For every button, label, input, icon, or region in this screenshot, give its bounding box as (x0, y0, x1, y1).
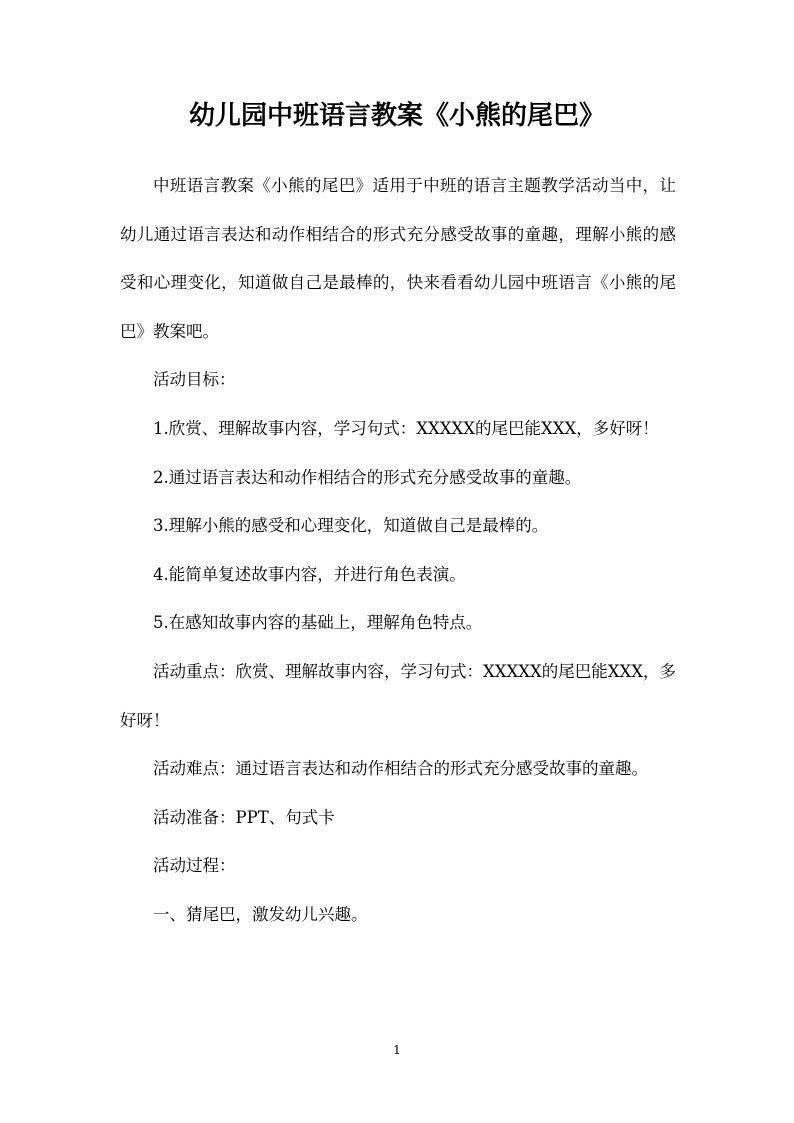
objectives-heading: 活动目标： (153, 370, 236, 390)
preparation-paragraph: 活动准备：PPT、句式卡 (153, 807, 335, 827)
objective-item-3: 3.理解小熊的感受和心理变化，知道做自己是最棒的。 (153, 516, 549, 536)
page-number: 1 (393, 1043, 401, 1057)
intro-paragraph: 中班语言教案《小熊的尾巴》适用于中班的语言主题教学活动当中，让幼儿通过语言表达和动作相结合的形式充分感受故事的童趣，理解小熊的感受和心理变化，知道做自己是最棒的，快来看看幼儿园中班语言《小熊的尾巴》教案吧。 (120, 176, 676, 341)
document-body (120, 162, 676, 940)
difficulty-paragraph: 活动难点：通过语言表达和动作相结合的形式充分感受故事的童趣。 (153, 759, 648, 779)
key-point-paragraph: 活动重点：欣赏、理解故事内容，学习句式：XXXXX的尾巴能XXX，多好呀！ (120, 661, 676, 730)
process-step-1: 一、猜尾巴，激发幼儿兴趣。 (153, 904, 368, 924)
document-title: 幼儿园中班语言教案《小熊的尾巴》 (188, 101, 605, 131)
objective-item-1: 1.欣赏、理解故事内容，学习句式：XXXXX的尾巴能XXX，多好呀！ (153, 418, 659, 438)
objective-item-5: 5.在感知故事内容的基础上，理解角色特点。 (153, 613, 483, 633)
objective-item-2: 2.通过语言表达和动作相结合的形式充分感受故事的童趣。 (153, 467, 582, 487)
process-heading: 活动过程： (153, 856, 236, 876)
objective-item-4: 4.能简单复述故事内容，并进行角色表演。 (153, 564, 466, 584)
